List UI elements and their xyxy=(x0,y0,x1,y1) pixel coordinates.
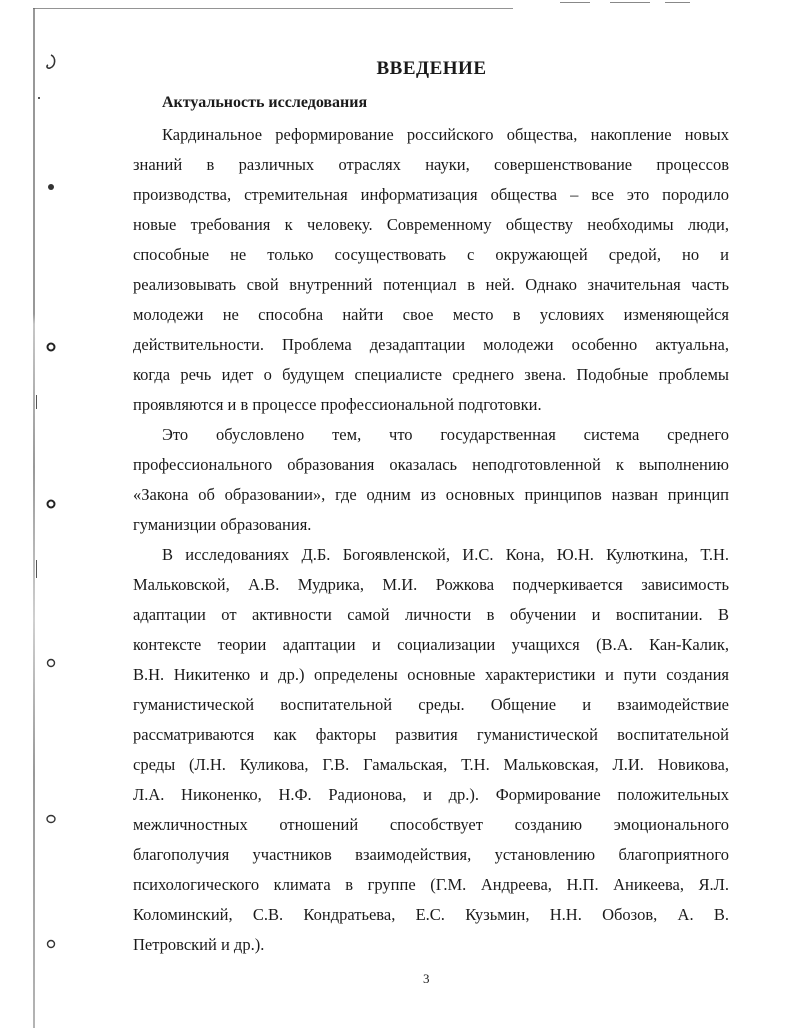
section-subtitle: Актуальность исследования xyxy=(162,94,368,111)
text-line: гуманистической воспитательной среды. Общение и взаимодействие xyxy=(133,695,729,714)
scan-speck xyxy=(38,97,40,99)
text-line: благополучия участников взаимодействия, установлению благоприятного xyxy=(133,845,729,864)
text-line: В.Н. Никитенко и др.) определены основные характеристики и пути создания xyxy=(133,665,729,684)
scan-artifact xyxy=(560,2,590,3)
text-line: психологического климата в группе (Г.М. Андреева, Н.П. Аникеева, Я.Л. xyxy=(133,875,729,894)
text-line: гуманизции образования. xyxy=(133,515,312,534)
text-line: проявляются и в процессе профессиональной подготовки. xyxy=(133,395,542,414)
text-line: Мальковской, А.В. Мудрика, М.И. Рожкова подчеркивается зависимость xyxy=(133,575,729,594)
text-line: рассматриваются как факторы развития гуманистической воспитательной xyxy=(133,725,729,744)
text-line: когда речь идет о будущем специалисте среднего звена. Подобные проблемы xyxy=(133,365,729,384)
text-line: профессионального образования оказалась неподготовленной к выполнению xyxy=(133,455,729,474)
page-border-left xyxy=(33,8,35,1028)
text-line: среды (Л.Н. Куликова, Г.В. Гамальская, Т.Н. Мальковская, Л.И. Новикова, xyxy=(133,755,729,774)
text-line: реализовывать свой внутренний потенциал в ней. Однако значительная часть xyxy=(133,275,729,294)
text-line: контексте теории адаптации и социализации учащихся (В.А. Кан-Калик, xyxy=(133,635,729,654)
text-line: Петровский и др.). xyxy=(133,935,265,954)
binder-hole-icon xyxy=(44,497,58,511)
text-line: способные не только сосуществовать с окружающей средой, но и xyxy=(133,245,729,264)
text-line: В исследованиях Д.Б. Богоявленской, И.С. Кона, Ю.Н. Кулюткина, Т.Н. xyxy=(162,545,729,564)
text-line: Л.А. Никоненко, Н.Ф. Радионова, и др.). Формирование положительных xyxy=(133,785,729,804)
text-line: «Закона об образовании», где одним из основных принципов назван принцип xyxy=(133,485,729,504)
scan-speck xyxy=(36,395,37,409)
text-line: межличностных отношений способствует созданию эмоционального xyxy=(133,815,729,834)
text-line: Коломинский, С.В. Кондратьева, Е.С. Кузьмин, Н.Н. Обозов, А. В. xyxy=(133,905,729,924)
binder-hole-icon xyxy=(44,937,58,951)
scan-artifact xyxy=(610,2,650,3)
scan-artifact xyxy=(665,2,690,3)
binder-hole-icon xyxy=(44,180,58,194)
page-number: 3 xyxy=(423,971,430,986)
text-line: новые требования к человеку. Современному обществу необходимы люди, xyxy=(133,215,729,234)
body-text xyxy=(133,120,729,960)
text-line: молодежи не способна найти свое место в условиях изменяющейся xyxy=(133,305,729,324)
text-line: Кардинальное реформирование российского общества, накопление новых xyxy=(162,125,729,144)
text-line: знаний в различных отраслях науки, совершенствование процессов xyxy=(133,155,729,174)
scan-speck xyxy=(36,560,37,578)
text-line: адаптации от активности самой личности в обучении и воспитании. В xyxy=(133,605,729,624)
binder-hole-icon xyxy=(44,656,58,670)
page-border-top xyxy=(33,8,513,9)
binder-hole-icon xyxy=(44,812,58,826)
text-line: производства, стремительная информатизация общества – все это породило xyxy=(133,185,729,204)
text-line: действительности. Проблема дезадаптации молодежи особенно актуальна, xyxy=(133,335,729,354)
binder-hole-icon xyxy=(44,340,58,354)
page-title: ВВЕДЕНИЕ xyxy=(376,58,487,79)
text-line: Это обусловлено тем, что государственная система среднего xyxy=(162,425,729,444)
